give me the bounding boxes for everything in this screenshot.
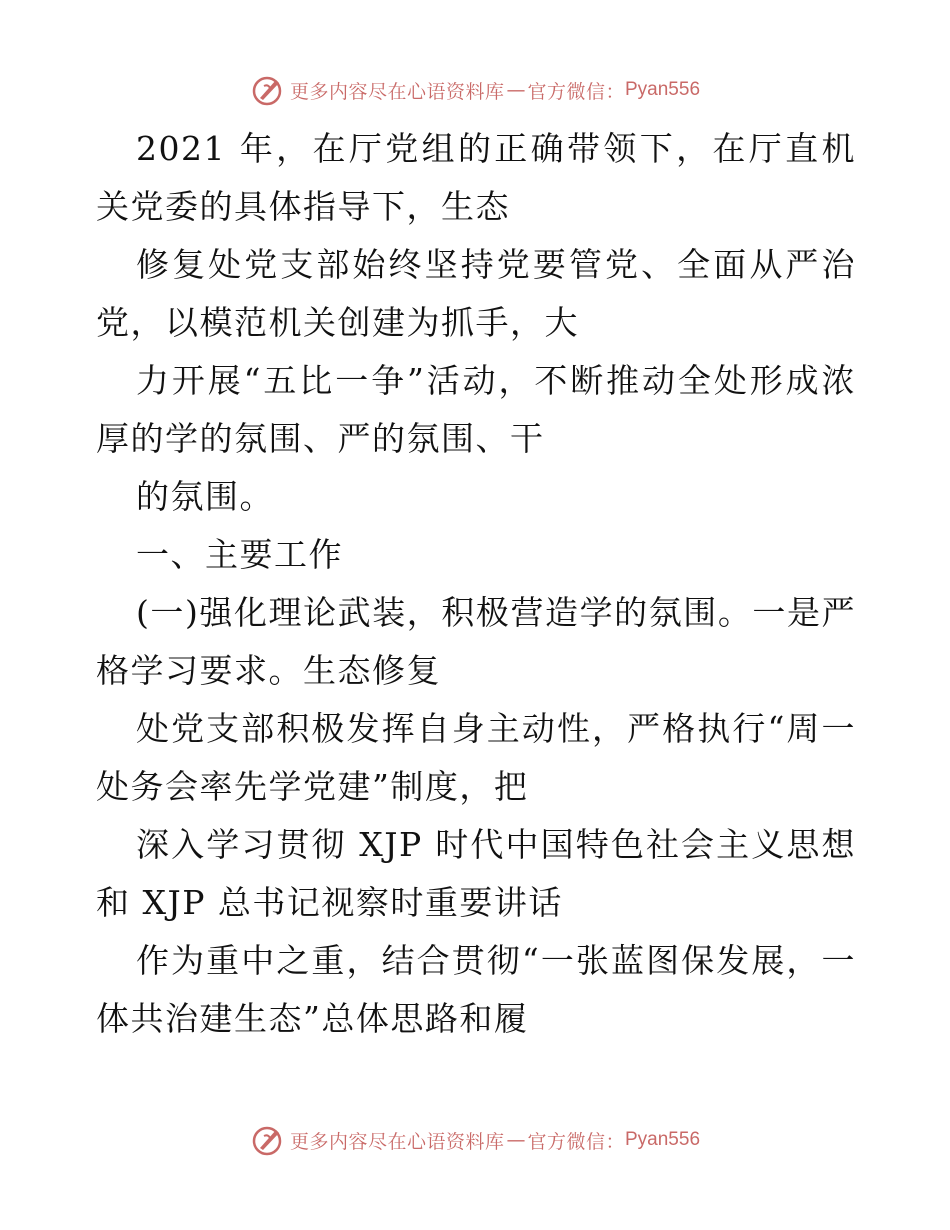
section-heading: 一、主要工作 bbox=[136, 535, 343, 574]
paragraph-4: 的氛围。 bbox=[136, 477, 274, 516]
watermark-separator: — bbox=[506, 79, 526, 101]
paragraph-1: 2021 年，在厅党组的正确带领下，在厅直机关党委的具体指导下，生态 bbox=[96, 129, 856, 226]
watermark-label: 官方微信： bbox=[527, 1130, 625, 1153]
watermark-text: 更多内容尽在心语资料库 bbox=[289, 1130, 505, 1153]
footer-watermark bbox=[0, 1120, 950, 1160]
header-watermark bbox=[0, 70, 950, 110]
paragraph-8: 作为重中之重，结合贯彻“一张蓝图保发展，一体共治建生态”总体思路和履 bbox=[96, 941, 856, 1038]
paragraph-3: 力开展“五比一争”活动，不断推动全处形成浓厚的学的氛围、严的氛围、干 bbox=[96, 361, 856, 458]
document-body bbox=[96, 120, 856, 1048]
watermark-id: Pyan556 bbox=[625, 1129, 701, 1150]
paragraph-7: 深入学习贯彻 XJP 时代中国特色社会主义思想和 XJP 总书记视察时重要讲话 bbox=[96, 825, 856, 922]
quill-seal-icon bbox=[250, 1122, 286, 1158]
watermark-id: Pyan556 bbox=[625, 79, 701, 100]
watermark-separator: — bbox=[506, 1129, 526, 1151]
paragraph-5: (一)强化理论武装，积极营造学的氛围。一是严格学习要求。生态修复 bbox=[96, 593, 856, 690]
watermark-label: 官方微信： bbox=[527, 80, 625, 103]
quill-seal-icon bbox=[250, 72, 286, 108]
paragraph-6: 处党支部积极发挥自身主动性，严格执行“周一处务会率先学党建”制度，把 bbox=[96, 709, 856, 806]
paragraph-2: 修复处党支部始终坚持党要管党、全面从严治党，以模范机关创建为抓手，大 bbox=[96, 245, 856, 342]
watermark-text: 更多内容尽在心语资料库 bbox=[289, 80, 505, 103]
